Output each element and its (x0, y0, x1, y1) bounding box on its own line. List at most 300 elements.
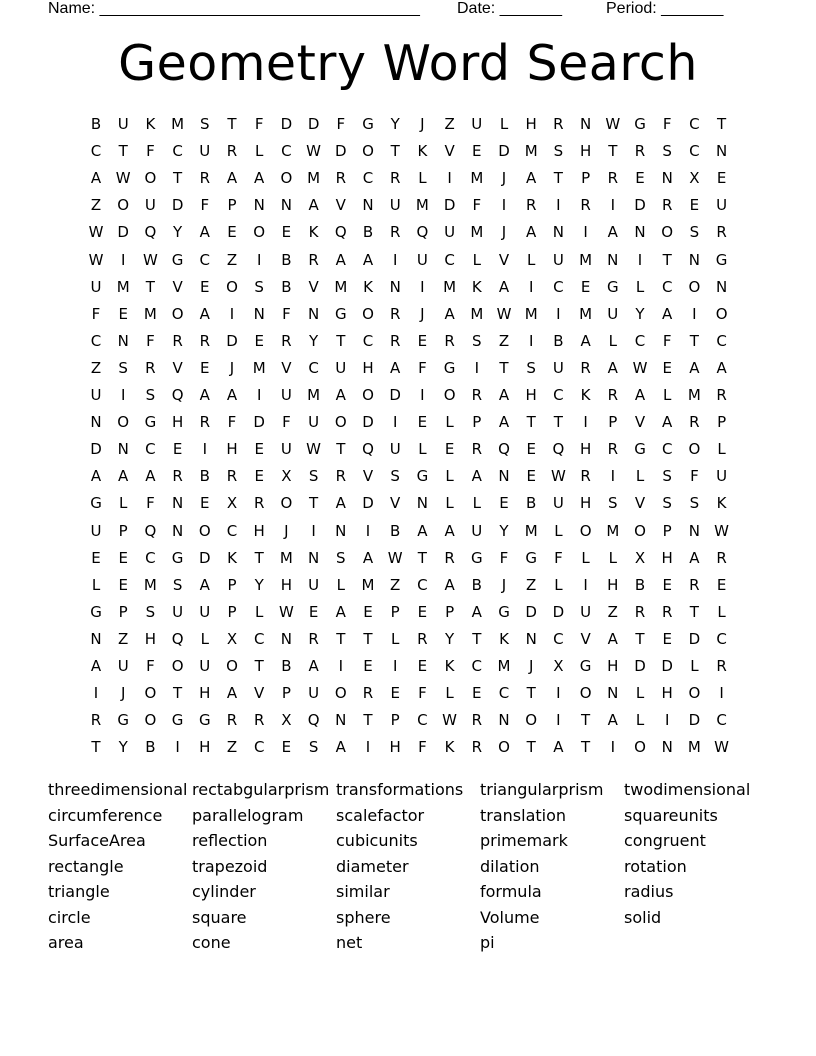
word-bank-item: parallelogram (192, 805, 304, 825)
grid-letter: U (580, 602, 592, 621)
grid-letter: A (90, 467, 102, 486)
grid-letter: W (142, 250, 158, 269)
grid-letter: N (715, 142, 728, 161)
grid-letter: J (420, 115, 425, 133)
grid-letter: G (117, 711, 129, 730)
grid-letter: D (552, 602, 565, 621)
grid-letter: F (146, 494, 155, 513)
grid-letter: L (255, 602, 264, 621)
grid-letter: O (362, 304, 374, 323)
grid-letter: F (554, 548, 563, 567)
grid-letter: U (199, 657, 211, 675)
grid-letter: J (229, 358, 235, 377)
grid-letter: C (661, 277, 673, 296)
grid-letter: V (498, 250, 510, 269)
grid-letter: O (171, 304, 184, 323)
grid-letter: T (472, 629, 482, 648)
grid-letter: Z (390, 575, 401, 594)
grid-letter: D (688, 629, 701, 648)
grid-letter: U (172, 602, 184, 621)
grid-letter: M (524, 521, 538, 540)
grid-letter: T (173, 169, 183, 188)
grid-letter: P (227, 602, 237, 621)
grid-letter: R (253, 711, 265, 730)
grid-letter: A (444, 521, 455, 540)
word-bank-item: square (192, 907, 247, 927)
grid-letter: A (498, 413, 510, 432)
grid-letter: A (689, 548, 700, 567)
grid-letter: W (306, 142, 322, 161)
grid-letter: U (308, 413, 320, 432)
grid-letter: D (362, 413, 374, 432)
grid-letter: R (362, 684, 374, 703)
grid-letter: E (417, 413, 428, 432)
grid-row (84, 463, 744, 490)
grid-letter: N (253, 304, 265, 323)
grid-letter: O (498, 738, 510, 757)
word-bank-item: dilation (480, 856, 540, 876)
grid-row (84, 111, 744, 138)
grid-letter: D (498, 142, 510, 161)
grid-letter: A (118, 467, 129, 486)
grid-letter: R (471, 711, 483, 730)
grid-letter: L (336, 575, 345, 594)
grid-letter: O (634, 521, 646, 540)
grid-letter: B (281, 277, 292, 296)
grid-letter: B (199, 467, 210, 486)
grid-letter: T (145, 277, 155, 296)
grid-letter: P (662, 521, 672, 540)
grid-letter: A (335, 738, 346, 757)
grid-letter: L (527, 250, 536, 269)
grid-letter: V (634, 494, 646, 513)
grid-letter: Q (416, 223, 429, 242)
grid-letter: O (362, 386, 374, 404)
grid-letter: A (254, 169, 265, 188)
grid-letter: G (715, 250, 728, 269)
grid-letter: O (334, 413, 347, 432)
grid-letter: N (280, 629, 292, 648)
grid-letter: N (335, 521, 347, 540)
grid-letter: T (91, 738, 101, 757)
grid-letter: M (497, 657, 511, 675)
grid-letter: N (90, 629, 102, 648)
grid-letter: O (253, 223, 266, 242)
grid-letter: A (335, 494, 346, 513)
grid-letter: N (579, 115, 592, 133)
grid-letter: C (90, 142, 102, 161)
grid-letter: G (362, 115, 374, 133)
header-fields (48, 0, 768, 20)
grid-letter: E (363, 602, 373, 621)
grid-letter: I (311, 521, 316, 540)
grid-letter: T (662, 250, 672, 269)
grid-letter: B (526, 494, 537, 513)
grid-letter: U (552, 250, 564, 269)
grid-letter: T (363, 629, 373, 648)
grid-letter: M (524, 304, 538, 323)
grid-letter: A (226, 684, 238, 703)
grid-letter: F (690, 467, 699, 486)
grid-letter: A (145, 467, 156, 486)
grid-letter: R (661, 602, 673, 621)
grid-letter: I (120, 386, 126, 404)
grid-row (84, 653, 744, 680)
grid-row (84, 599, 744, 626)
grid-letter: I (528, 331, 534, 350)
grid-letter: H (661, 684, 673, 703)
grid-letter: B (281, 250, 292, 269)
grid-letter: R (308, 629, 319, 648)
grid-letter: O (117, 413, 130, 432)
grid-row (84, 328, 744, 355)
grid-letter: B (634, 575, 646, 594)
grid-letter: I (256, 386, 262, 404)
grid-letter: N (280, 196, 292, 215)
grid-letter: P (281, 684, 291, 703)
grid-letter: A (226, 169, 238, 188)
grid-letter: L (418, 169, 427, 188)
grid-letter: P (445, 602, 455, 621)
grid-letter: F (418, 738, 427, 757)
grid-letter: A (417, 521, 428, 540)
grid-row (84, 274, 744, 301)
grid-letter: F (418, 358, 427, 377)
grid-letter: F (282, 413, 291, 432)
grid-letter: E (662, 629, 672, 648)
grid-letter: E (254, 467, 264, 486)
grid-letter: S (472, 331, 482, 350)
grid-letter: G (579, 657, 592, 675)
grid-letter: O (688, 684, 701, 703)
period-field-label: Period: _______ (606, 0, 724, 17)
grid-letter: L (445, 684, 454, 703)
grid-letter: R (389, 304, 401, 323)
grid-letter: C (444, 250, 455, 269)
grid-letter: L (554, 521, 563, 540)
grid-letter: U (117, 115, 129, 133)
grid-letter: R (417, 629, 428, 648)
grid-letter: G (443, 358, 456, 377)
grid-letter: N (498, 711, 510, 730)
grid-row (84, 680, 744, 707)
grid-letter: L (608, 331, 617, 350)
grid-letter: F (662, 331, 672, 350)
grid-row (84, 707, 744, 734)
grid-letter: L (635, 684, 645, 703)
grid-letter: W (632, 358, 648, 377)
grid-letter: Y (173, 223, 183, 242)
grid-letter: T (417, 548, 427, 567)
name-field-label: Name: ____________________________________ (48, 0, 420, 17)
grid-letter: M (143, 575, 157, 594)
grid-letter: G (171, 548, 184, 567)
grid-letter: V (362, 467, 374, 486)
grid-letter: Z (444, 115, 455, 133)
grid-letter: N (688, 250, 700, 269)
grid-letter: S (526, 358, 536, 377)
grid-letter: R (661, 196, 673, 215)
grid-letter: D (307, 115, 320, 133)
grid-letter: B (281, 657, 292, 675)
grid-letter: E (200, 277, 210, 296)
grid-letter: N (90, 413, 102, 432)
word-bank-item: pi (480, 933, 495, 952)
grid-letter: U (280, 386, 292, 404)
grid-letter: E (472, 142, 482, 161)
grid-letter: U (389, 440, 401, 459)
grid-letter: H (661, 548, 673, 567)
grid-letter: T (336, 629, 346, 648)
grid-letter: N (253, 196, 265, 215)
grid-letter: R (281, 331, 292, 350)
grid-letter: C (716, 629, 727, 648)
grid-letter: I (365, 738, 371, 757)
grid-letter: M (307, 169, 321, 188)
grid-letter: T (336, 440, 346, 459)
grid-letter: P (717, 413, 727, 432)
grid-letter: A (607, 711, 618, 730)
grid-letter: Y (499, 521, 509, 540)
grid-row (84, 301, 744, 328)
grid-letter: F (254, 115, 264, 133)
grid-letter: M (443, 277, 457, 296)
grid-letter: S (308, 738, 319, 757)
grid-letter: X (689, 169, 700, 188)
grid-letter: E (662, 575, 672, 594)
grid-letter: P (472, 413, 482, 432)
grid-letter: M (470, 169, 484, 188)
grid-letter: H (389, 738, 401, 757)
grid-letter: R (716, 548, 727, 567)
grid-letter: N (307, 304, 320, 323)
grid-letter: A (199, 575, 210, 594)
grid-letter: O (144, 684, 157, 703)
grid-letter: E (254, 331, 264, 350)
grid-letter: E (526, 440, 536, 459)
grid-letter: A (634, 386, 646, 404)
grid-letter: T (173, 684, 183, 703)
grid-letter: I (692, 304, 697, 323)
grid-letter: M (307, 386, 321, 404)
word-bank-item: trapezoid (192, 856, 268, 876)
grid-letter: E (281, 223, 292, 242)
grid-letter: E (172, 440, 183, 459)
word-bank-item: congruent (624, 831, 706, 850)
grid-letter: Y (118, 738, 128, 757)
grid-letter: S (553, 142, 564, 161)
grid-letter: X (281, 467, 292, 486)
grid-letter: K (499, 629, 509, 648)
grid-letter: K (417, 142, 428, 161)
grid-letter: M (579, 304, 593, 323)
grid-letter: A (226, 386, 238, 404)
grid-letter: U (552, 358, 564, 377)
grid-letter: I (338, 657, 344, 675)
grid-letter: A (335, 250, 346, 269)
grid-row (84, 382, 744, 409)
grid-letter: F (499, 548, 509, 567)
grid-row (84, 734, 744, 761)
grid-letter: R (172, 331, 183, 350)
grid-letter: A (335, 602, 346, 621)
grid-letter: I (256, 250, 262, 269)
grid-letter: K (145, 115, 156, 133)
grid-letter: G (90, 602, 102, 621)
grid-letter: B (553, 331, 564, 350)
grid-letter: L (581, 548, 590, 567)
grid-letter: H (579, 494, 592, 513)
grid-letter: P (227, 196, 237, 215)
grid-letter: L (717, 602, 726, 621)
grid-letter: E (444, 440, 455, 459)
grid-letter: U (716, 196, 728, 215)
word-bank-item: rotation (624, 856, 687, 876)
grid-letter: K (227, 548, 237, 567)
grid-letter: V (172, 277, 183, 296)
grid-letter: T (336, 331, 346, 350)
grid-letter: G (90, 494, 102, 513)
grid-letter: U (335, 358, 347, 377)
word-bank-item: triangularprism (480, 780, 604, 799)
grid-letter: L (635, 277, 645, 296)
grid-letter: N (416, 494, 428, 513)
grid-letter: T (717, 115, 727, 133)
grid-letter: L (91, 575, 101, 594)
grid-letter: S (689, 223, 700, 242)
grid-letter: F (227, 413, 237, 432)
grid-letter: A (526, 223, 537, 242)
page-title: Geometry Word Search (118, 35, 698, 92)
grid-letter: U (416, 250, 428, 269)
grid-letter: A (471, 602, 482, 621)
grid-letter: D (634, 657, 646, 675)
grid-letter: F (146, 657, 155, 675)
grid-letter: U (144, 196, 156, 215)
grid-letter: E (716, 575, 727, 594)
grid-letter: R (199, 331, 211, 350)
grid-letter: Z (90, 358, 102, 377)
word-bank-item: cone (192, 933, 231, 952)
grid-letter: E (472, 684, 482, 703)
word-bank-item: scalefactor (336, 805, 425, 825)
grid-letter: N (688, 521, 700, 540)
grid-letter: P (390, 711, 400, 730)
grid-letter: R (471, 440, 483, 459)
grid-letter: W (387, 548, 403, 567)
grid-letter: U (199, 602, 211, 621)
grid-letter: S (145, 602, 156, 621)
grid-letter: Y (254, 575, 264, 594)
grid-letter: J (528, 657, 534, 675)
grid-letter: B (90, 115, 102, 133)
grid-letter: I (610, 196, 616, 215)
grid-letter: A (199, 386, 210, 404)
grid-letter: C (689, 142, 700, 161)
grid-letter: T (254, 657, 264, 675)
grid-letter: T (309, 494, 319, 513)
grid-letter: E (363, 657, 373, 675)
grid-letter: U (471, 115, 483, 133)
grid-letter: D (226, 331, 238, 350)
grid-letter: M (361, 575, 375, 594)
grid-letter: E (580, 277, 591, 296)
grid-row (84, 247, 744, 274)
grid-letter: O (198, 521, 211, 540)
grid-letter: H (280, 575, 293, 594)
grid-letter: R (607, 169, 619, 188)
grid-letter: O (362, 142, 374, 161)
grid-row (84, 490, 744, 517)
grid-letter: I (583, 575, 588, 594)
grid-letter: E (91, 548, 101, 567)
grid-letter: E (118, 304, 128, 323)
date-field-label: Date: _______ (457, 0, 562, 17)
grid-letter: N (335, 711, 347, 730)
word-bank-item: squareunits (624, 805, 718, 825)
word-bank-item: solid (624, 907, 662, 927)
grid-letter: N (661, 169, 673, 188)
grid-row (84, 572, 744, 599)
grid-letter: I (501, 196, 507, 215)
grid-letter: E (716, 169, 727, 188)
grid-letter: Z (498, 331, 510, 350)
grid-letter: W (88, 223, 104, 242)
grid-letter: K (444, 738, 455, 757)
grid-letter: B (145, 738, 156, 757)
grid-letter: S (608, 494, 618, 513)
grid-letter: R (580, 358, 591, 377)
grid-letter: E (417, 602, 428, 621)
grid-letter: E (200, 358, 210, 377)
grid-letter: D (362, 494, 374, 513)
grid-letter: S (145, 386, 156, 404)
grid-letter: O (226, 657, 238, 675)
grid-letter: O (334, 684, 347, 703)
word-bank-item: similar (336, 882, 390, 901)
grid-letter: E (526, 467, 536, 486)
grid-letter: M (687, 738, 701, 757)
grid-letter: L (445, 413, 454, 432)
grid-letter: V (634, 413, 646, 432)
grid-letter: G (198, 711, 211, 730)
grid-letter: L (608, 548, 617, 567)
grid-letter: N (661, 738, 673, 757)
grid-letter: R (226, 467, 238, 486)
grid-letter: G (144, 413, 157, 432)
grid-letter: C (471, 657, 483, 675)
grid-letter: C (553, 277, 564, 296)
grid-letter: C (634, 331, 646, 350)
word-bank-item: radius (624, 882, 674, 901)
grid-letter: P (227, 575, 237, 594)
grid-letter: T (553, 413, 563, 432)
grid-letter: J (501, 223, 507, 242)
grid-letter: R (172, 467, 183, 486)
grid-letter: N (607, 684, 619, 703)
grid-letter: O (525, 711, 538, 730)
grid-letter: T (526, 684, 536, 703)
grid-letter: Q (307, 711, 320, 730)
grid-letter: L (554, 575, 563, 594)
grid-letter: Q (144, 223, 157, 242)
grid-letter: M (279, 548, 293, 567)
grid-letter: A (580, 331, 591, 350)
grid-letter: A (444, 304, 455, 323)
grid-letter: R (308, 250, 319, 269)
grid-row (84, 192, 744, 219)
grid-letter: C (553, 386, 564, 404)
